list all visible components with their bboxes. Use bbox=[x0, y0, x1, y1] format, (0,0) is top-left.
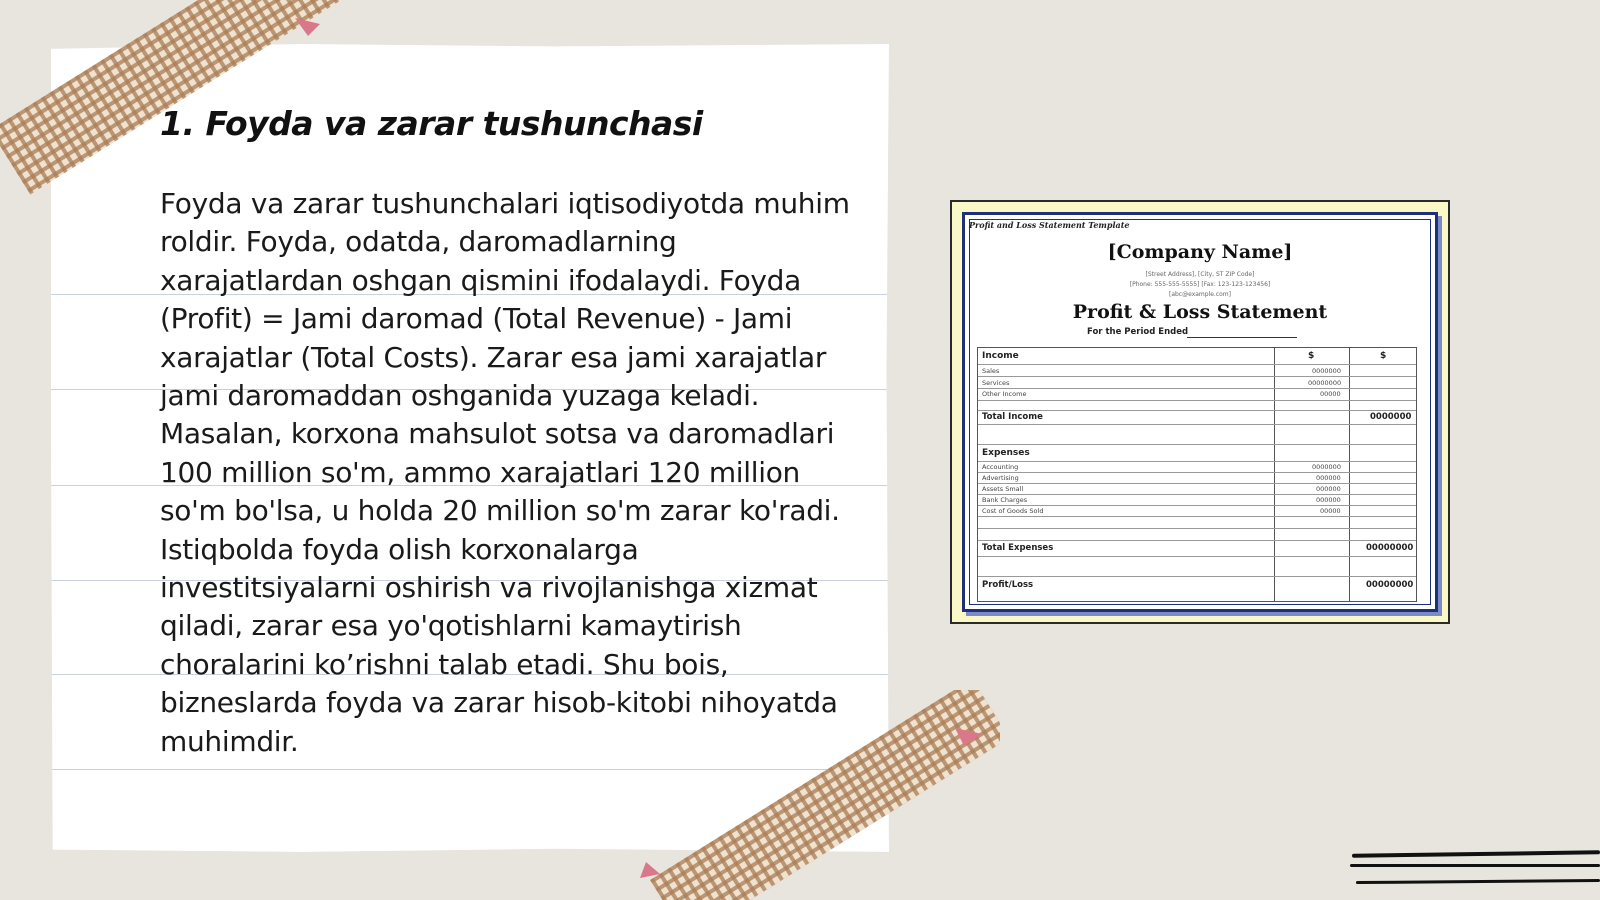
total-income-value: 0000000 bbox=[1370, 412, 1412, 422]
period-label: For the Period Ended bbox=[1087, 327, 1189, 337]
expense-item-label: Cost of Goods Sold bbox=[982, 507, 1044, 515]
column-dollar-2: $ bbox=[1380, 351, 1387, 361]
expense-item-value: 000000 bbox=[1316, 485, 1341, 493]
document-sheet bbox=[962, 212, 1438, 612]
expense-item-label: Accounting bbox=[982, 463, 1019, 471]
column-dollar-1: $ bbox=[1308, 351, 1315, 361]
decorative-line bbox=[1350, 864, 1600, 867]
expense-item-value: 0000000 bbox=[1312, 463, 1341, 471]
expense-item-label: Advertising bbox=[982, 474, 1019, 482]
expense-item-value: 000000 bbox=[1316, 474, 1341, 482]
income-item-label: Sales bbox=[982, 367, 1000, 375]
income-item-value: 0000000 bbox=[1312, 367, 1341, 375]
income-item-label: Services bbox=[982, 379, 1010, 387]
expense-item-value: 00000 bbox=[1320, 507, 1341, 515]
expenses-header: Expenses bbox=[982, 448, 1030, 458]
total-expenses-value: 00000000 bbox=[1366, 543, 1414, 553]
slide-title: 1. Foyda va zarar tushunchasi bbox=[160, 104, 703, 143]
total-expenses-label: Total Expenses bbox=[982, 543, 1054, 553]
income-item-value: 00000000 bbox=[1308, 379, 1342, 387]
company-name: [Company Name] bbox=[1107, 241, 1293, 263]
decorative-line bbox=[1352, 850, 1600, 857]
income-item-label: Other Income bbox=[982, 390, 1027, 398]
expense-item-label: Assets Small bbox=[982, 485, 1024, 493]
profit-loss-statement-image bbox=[950, 200, 1450, 624]
income-header: Income bbox=[982, 351, 1019, 361]
decorative-line bbox=[1356, 879, 1600, 884]
statement-heading: Profit & Loss Statement bbox=[1072, 301, 1328, 323]
profit-loss-label: Profit/Loss bbox=[982, 580, 1034, 590]
total-income-label: Total Income bbox=[982, 412, 1043, 422]
company-phone: [Phone: 555-555-5555] [Fax: 123-123-123456] bbox=[1129, 281, 1271, 288]
income-item-value: 00000 bbox=[1320, 390, 1341, 398]
expense-item-value: 000000 bbox=[1316, 496, 1341, 504]
expense-item-label: Bank Charges bbox=[982, 496, 1028, 504]
company-email: [abc@example.com] bbox=[1168, 291, 1231, 298]
profit-loss-value: 00000000 bbox=[1366, 580, 1414, 590]
slide-body-text: Foyda va zarar tushunchalari iqtisodiyotda muhim roldir. Foyda, odatda, daromadlarning xarajatlardan oshgan qismini ifodalaydi. Foyda (Profit) = Jami daromad (Total Revenue) - Jami xarajatlar (Total Costs). Zarar esa jami xarajatlar jami daromaddan oshganida yuzaga keladi. Masalan, korxona mahsulot sotsa va daromadlari 100 million so'm, ammo xarajatlari 120 million so'm bo'lsa, u holda 20 million so'm zarar ko'radi. Istiqbolda foyda olish korxonalarga investitsiyalarni oshirish va rivojlanishga xizmat qiladi, zarar esa yo'qotishlarni kamaytirish choralarini ko’rishni talab etadi. Shu bois, bizneslarda foyda va zarar hisob-kitobi nihoyatda muhimdir. bbox=[160, 187, 850, 758]
template-label: Profit and Loss Statement Template bbox=[969, 220, 1130, 230]
statement-table bbox=[977, 347, 1417, 602]
company-address: [Street Address], [City, ST ZIP Code] bbox=[1145, 271, 1255, 278]
